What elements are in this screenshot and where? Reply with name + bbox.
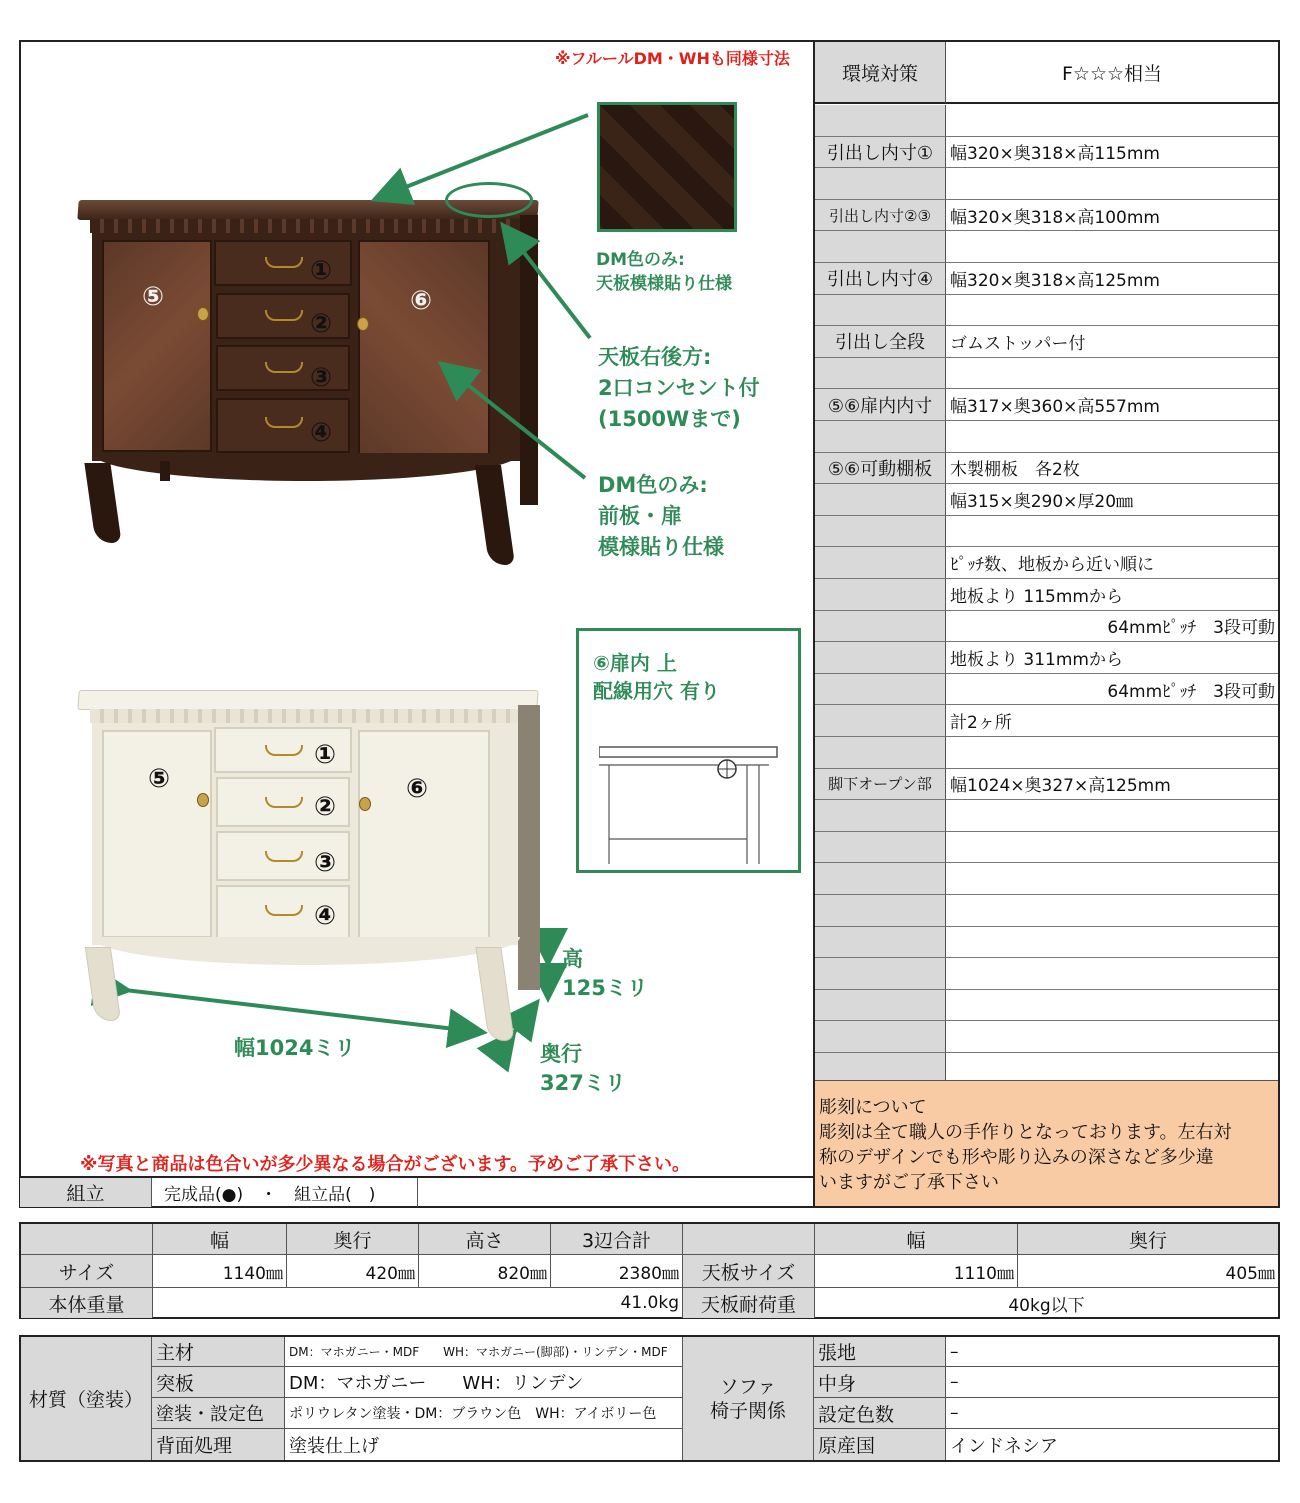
marker-3-white: ③ <box>314 848 337 878</box>
spec-row-label <box>815 642 946 674</box>
spec-row-value <box>946 1021 1278 1053</box>
veneer-value: DM：マホガニー WH：リンデン <box>285 1367 682 1398</box>
spec-row-label <box>815 990 946 1022</box>
spec-row-value: 64mmﾋﾟｯﾁ 3段可動 <box>946 611 1278 643</box>
weight-label: 本体重量 <box>21 1288 152 1318</box>
assembly-label: 組立 <box>20 1178 152 1207</box>
top-width: 1110㎜ <box>814 1255 1017 1287</box>
wiring-hole-drawing <box>599 739 779 869</box>
size-label: サイズ <box>21 1255 152 1287</box>
sofa-label: ソファ 椅子関係 <box>682 1337 814 1460</box>
load-value: 40kg以下 <box>814 1288 1278 1318</box>
paint-value: ポリウレタン塗装・DM：ブラウン色 WH：アイボリー色 <box>285 1398 682 1429</box>
marker-6-white: ⑥ <box>406 774 429 804</box>
marker-4-white: ④ <box>314 901 337 931</box>
spec-row-label <box>815 611 946 643</box>
spec-row-value <box>946 895 1278 927</box>
env-value: F☆☆☆相当 <box>946 42 1278 104</box>
assembly-value: 完成品(●) ・ 組立品( ) <box>160 1178 418 1207</box>
dim-width-label: 幅1024ミリ <box>230 1030 359 1064</box>
marker-4-dark: ④ <box>310 418 333 448</box>
spec-row-label: ⑤⑥扉内内寸 <box>815 389 946 421</box>
spec-row-value: 幅320×奥318×高115mm <box>946 137 1278 169</box>
env-label: 環境対策 <box>815 42 946 104</box>
carving-title: 彫刻について <box>819 1097 927 1118</box>
spec-row-label <box>815 579 946 611</box>
spec-row-label <box>815 832 946 864</box>
main-material-value: DM：マホガニー・MDF WH：マホガニー(脚部)・リンデン・MDF <box>285 1337 682 1367</box>
color-notice: ※写真と商品は色合いが多少異なる場合がございます。予めご了承下さい。 <box>80 1154 691 1175</box>
materials-label: 材質（塗装） <box>21 1337 152 1460</box>
marker-5-dark: ⑤ <box>142 282 165 312</box>
size-height: 820㎜ <box>418 1255 550 1287</box>
spec-row-label <box>815 863 946 895</box>
top-h-width: 幅 <box>814 1224 1017 1254</box>
marker-1-dark: ① <box>310 256 333 286</box>
main-material-label: 主材 <box>152 1337 285 1367</box>
spec-row-label <box>815 168 946 200</box>
spec-row-value <box>946 800 1278 832</box>
spec-row-value <box>946 516 1278 548</box>
size-h-depth: 奥行 <box>286 1224 418 1254</box>
top-size-label: 天板サイズ <box>682 1255 814 1287</box>
spec-row-label <box>815 674 946 706</box>
spec-row-value <box>946 958 1278 990</box>
cabinet-white-photo <box>70 685 550 1045</box>
spec-row-value: 幅320×奥318×高100mm <box>946 200 1278 232</box>
spec-row-value: 64mmﾋﾟｯﾁ 3段可動 <box>946 674 1278 706</box>
marker-3-dark: ③ <box>310 363 333 393</box>
spec-row-value <box>946 990 1278 1022</box>
marker-6-dark: ⑥ <box>410 286 433 316</box>
spec-row-value: 幅320×奥318×高125mm <box>946 263 1278 295</box>
fabric-label: 張地 <box>814 1337 946 1367</box>
spec-row-value: ﾋﾟｯﾁ数、地板から近い順に <box>946 547 1278 579</box>
spec-row-label <box>815 295 946 327</box>
spec-row-value: 幅315×奥290×厚20㎜ <box>946 484 1278 516</box>
spec-row-label: 脚下オープン部 <box>815 769 946 801</box>
same-dimensions-note: ※フルールDM・WHも同様寸法 <box>555 49 790 68</box>
spec-row-value: 地板より 115mmから <box>946 579 1278 611</box>
spec-row-value <box>946 863 1278 895</box>
veneer-label: 突板 <box>152 1367 285 1398</box>
marker-1-white: ① <box>314 740 337 770</box>
weight-value: 41.0kg <box>152 1288 682 1318</box>
spec-row-label <box>815 358 946 390</box>
spec-row-value: 幅1024×奥327×高125mm <box>946 769 1278 801</box>
spec-row-value <box>946 832 1278 864</box>
load-label: 天板耐荷重 <box>682 1288 814 1318</box>
origin-label: 原産国 <box>814 1429 946 1460</box>
wiring-hole-box: ⑥扉内 上 配線用穴 有り <box>576 628 801 873</box>
size-depth: 420㎜ <box>286 1255 418 1287</box>
spec-row-value <box>946 105 1278 137</box>
spec-row-label <box>815 1021 946 1053</box>
size-h-total: 3辺合計 <box>550 1224 682 1254</box>
spec-row-label <box>815 516 946 548</box>
spec-row-value <box>946 231 1278 263</box>
filling-value: – <box>946 1367 1278 1398</box>
fabric-value: – <box>946 1337 1278 1367</box>
dim-height: 高 125ミリ <box>562 947 648 1000</box>
spec-row-value: 地板より 311mmから <box>946 642 1278 674</box>
spec-row-label <box>815 547 946 579</box>
top-depth: 405㎜ <box>1017 1255 1278 1287</box>
colors-value: – <box>946 1398 1278 1429</box>
spec-row-label <box>815 800 946 832</box>
colors-label: 設定色数 <box>814 1398 946 1429</box>
spec-row-value <box>946 358 1278 390</box>
spec-row-value <box>946 295 1278 327</box>
spec-row-value: 幅317×奥360×高557mm <box>946 389 1278 421</box>
spec-row-label <box>815 231 946 263</box>
size-h-height: 高さ <box>418 1224 550 1254</box>
spec-row-label <box>815 484 946 516</box>
outlet-callout: 天板右後方: 2口コンセント付 (1500Wまで) <box>598 345 760 431</box>
spec-row-label: 引出し内寸②③ <box>815 200 946 232</box>
spec-row-label <box>815 705 946 737</box>
spec-row-label <box>815 737 946 769</box>
spec-row-label <box>815 421 946 453</box>
spec-row-value: 計2ヶ所 <box>946 705 1278 737</box>
spec-row-value: ゴムストッパー付 <box>946 326 1278 358</box>
carving-note: 彫刻について 彫刻は全て職人の手作りとなっております。左右対 称のデザインでも形や彫り込みの深さなど多少違 いますがご了承下さい <box>815 1080 1278 1206</box>
spec-row-label <box>815 895 946 927</box>
marker-2-white: ② <box>314 792 337 822</box>
top-h-depth: 奥行 <box>1017 1224 1278 1254</box>
size-h-width: 幅 <box>152 1224 286 1254</box>
spec-row-label <box>815 958 946 990</box>
spec-row-value <box>946 421 1278 453</box>
spec-row-label: 引出し内寸① <box>815 137 946 169</box>
spec-row-label: 引出し全段 <box>815 326 946 358</box>
spec-row-value <box>946 168 1278 200</box>
spec-row-label <box>815 927 946 959</box>
marker-2-dark: ② <box>310 309 333 339</box>
spec-row-label: ⑤⑥可動棚板 <box>815 453 946 485</box>
spec-row-label: 引出し内寸④ <box>815 263 946 295</box>
spec-row-value <box>946 927 1278 959</box>
dim-depth: 奥行 327ミリ <box>540 1042 626 1095</box>
paint-label: 塗装・設定色 <box>152 1398 285 1429</box>
size-total: 2380㎜ <box>550 1255 682 1287</box>
filling-label: 中身 <box>814 1367 946 1398</box>
top-board-callout: DM色のみ: 天板模様貼り仕様 <box>596 250 732 294</box>
size-width: 1140㎜ <box>152 1255 286 1287</box>
back-label: 背面処理 <box>152 1429 285 1460</box>
marker-5-white: ⑤ <box>148 764 171 794</box>
spec-row-value <box>946 737 1278 769</box>
spec-row-value: 木製棚板 各2枚 <box>946 453 1278 485</box>
spec-row-label <box>815 105 946 137</box>
front-panel-callout: DM色のみ: 前板・扉 模様貼り仕様 <box>598 473 724 559</box>
back-value: 塗装仕上げ <box>289 1435 379 1457</box>
origin-value: インドネシア <box>950 1435 1058 1457</box>
